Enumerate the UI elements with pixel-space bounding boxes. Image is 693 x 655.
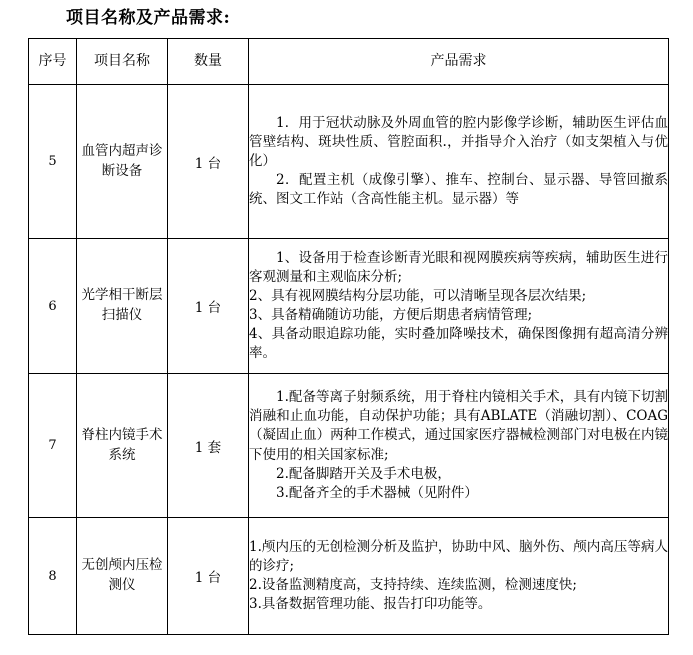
cell-sequence: 7 bbox=[29, 374, 77, 518]
cell-project-name: 无创颅内压检测仪 bbox=[77, 518, 168, 635]
cell-product-requirement bbox=[249, 85, 669, 239]
table-row bbox=[29, 85, 669, 239]
column-header-quantity: 数量 bbox=[168, 39, 249, 85]
column-header-sequence: 序号 bbox=[29, 39, 77, 85]
cell-sequence: 8 bbox=[29, 518, 77, 635]
requirement-line: 1、设备用于检查诊断青光眼和视网膜疾病等疾病，辅助医生进行客观测量和主观临床分析; bbox=[249, 249, 668, 285]
table-row bbox=[29, 374, 669, 518]
cell-sequence: 6 bbox=[29, 239, 77, 374]
cell-project-name: 光学相干断层扫描仪 bbox=[77, 239, 168, 374]
requirement-line: 1.颅内压的无创检测分析及监护，协助中风、脑外伤、颅内高压等病人的诊疗; bbox=[249, 538, 668, 574]
cell-project-name: 脊柱内镜手术系统 bbox=[77, 374, 168, 518]
requirement-line: 3、具备精确随访功能，方便后期患者病情管理; bbox=[249, 307, 533, 323]
requirement-line: 2．配置主机（成像引擎）、推车、控制台、显示器、导管回撤系统、图文工作站（含高性能主机。显示器）等 bbox=[249, 172, 668, 208]
table-header-row bbox=[29, 39, 669, 85]
requirement-line: 2.设备监测精度高，支持持续、连续监测，检测速度快; bbox=[249, 577, 577, 593]
table-row bbox=[29, 239, 669, 374]
cell-product-requirement bbox=[249, 374, 669, 518]
product-requirements-table bbox=[28, 38, 669, 635]
requirement-line: 3.具备数据管理功能、报告打印功能等。 bbox=[249, 596, 492, 613]
page-title: 项目名称及产品需求: bbox=[66, 8, 231, 28]
requirement-line: 2、具有视网膜结构分层功能，可以清晰呈现各层次结果; bbox=[249, 287, 587, 304]
column-header-product-requirement: 产品需求 bbox=[249, 39, 669, 85]
cell-quantity: 1 台 bbox=[168, 518, 249, 635]
cell-product-requirement bbox=[249, 239, 669, 374]
cell-quantity: 1 台 bbox=[168, 85, 249, 239]
requirement-line: 3.配备齐全的手术器械（见附件） bbox=[276, 484, 478, 501]
cell-quantity: 1 台 bbox=[168, 239, 249, 374]
cell-product-requirement bbox=[249, 518, 669, 635]
column-header-project-name: 项目名称 bbox=[77, 39, 168, 85]
cell-quantity: 1 套 bbox=[168, 374, 249, 518]
requirement-line: 2.配备脚踏开关及手术电极， bbox=[276, 465, 451, 482]
requirement-line: 1．用于冠状动脉及外周血管的腔内影像学诊断，辅助医生评估血管壁结构、斑块性质、管腔面积.，并指导介入治疗（如支架植入与优化） bbox=[249, 114, 668, 169]
table-row bbox=[29, 518, 669, 635]
requirement-line: 4、具备动眼追踪功能，实时叠加降噪技术，确保图像拥有超高清分辨率。 bbox=[249, 326, 668, 362]
cell-project-name: 血管内超声诊断设备 bbox=[77, 85, 168, 239]
cell-sequence: 5 bbox=[29, 85, 77, 239]
requirement-line: 1.配备等离子射频系统，用于脊柱内镜相关手术，具有内镜下切割消融和止血功能，自动保护功能；具有ABLATE（消融切割）、COAG（凝固止血）两种工作模式，通过国家医疗器械检测部门对电极在内镜下使用的相关国家标准; bbox=[249, 389, 668, 463]
